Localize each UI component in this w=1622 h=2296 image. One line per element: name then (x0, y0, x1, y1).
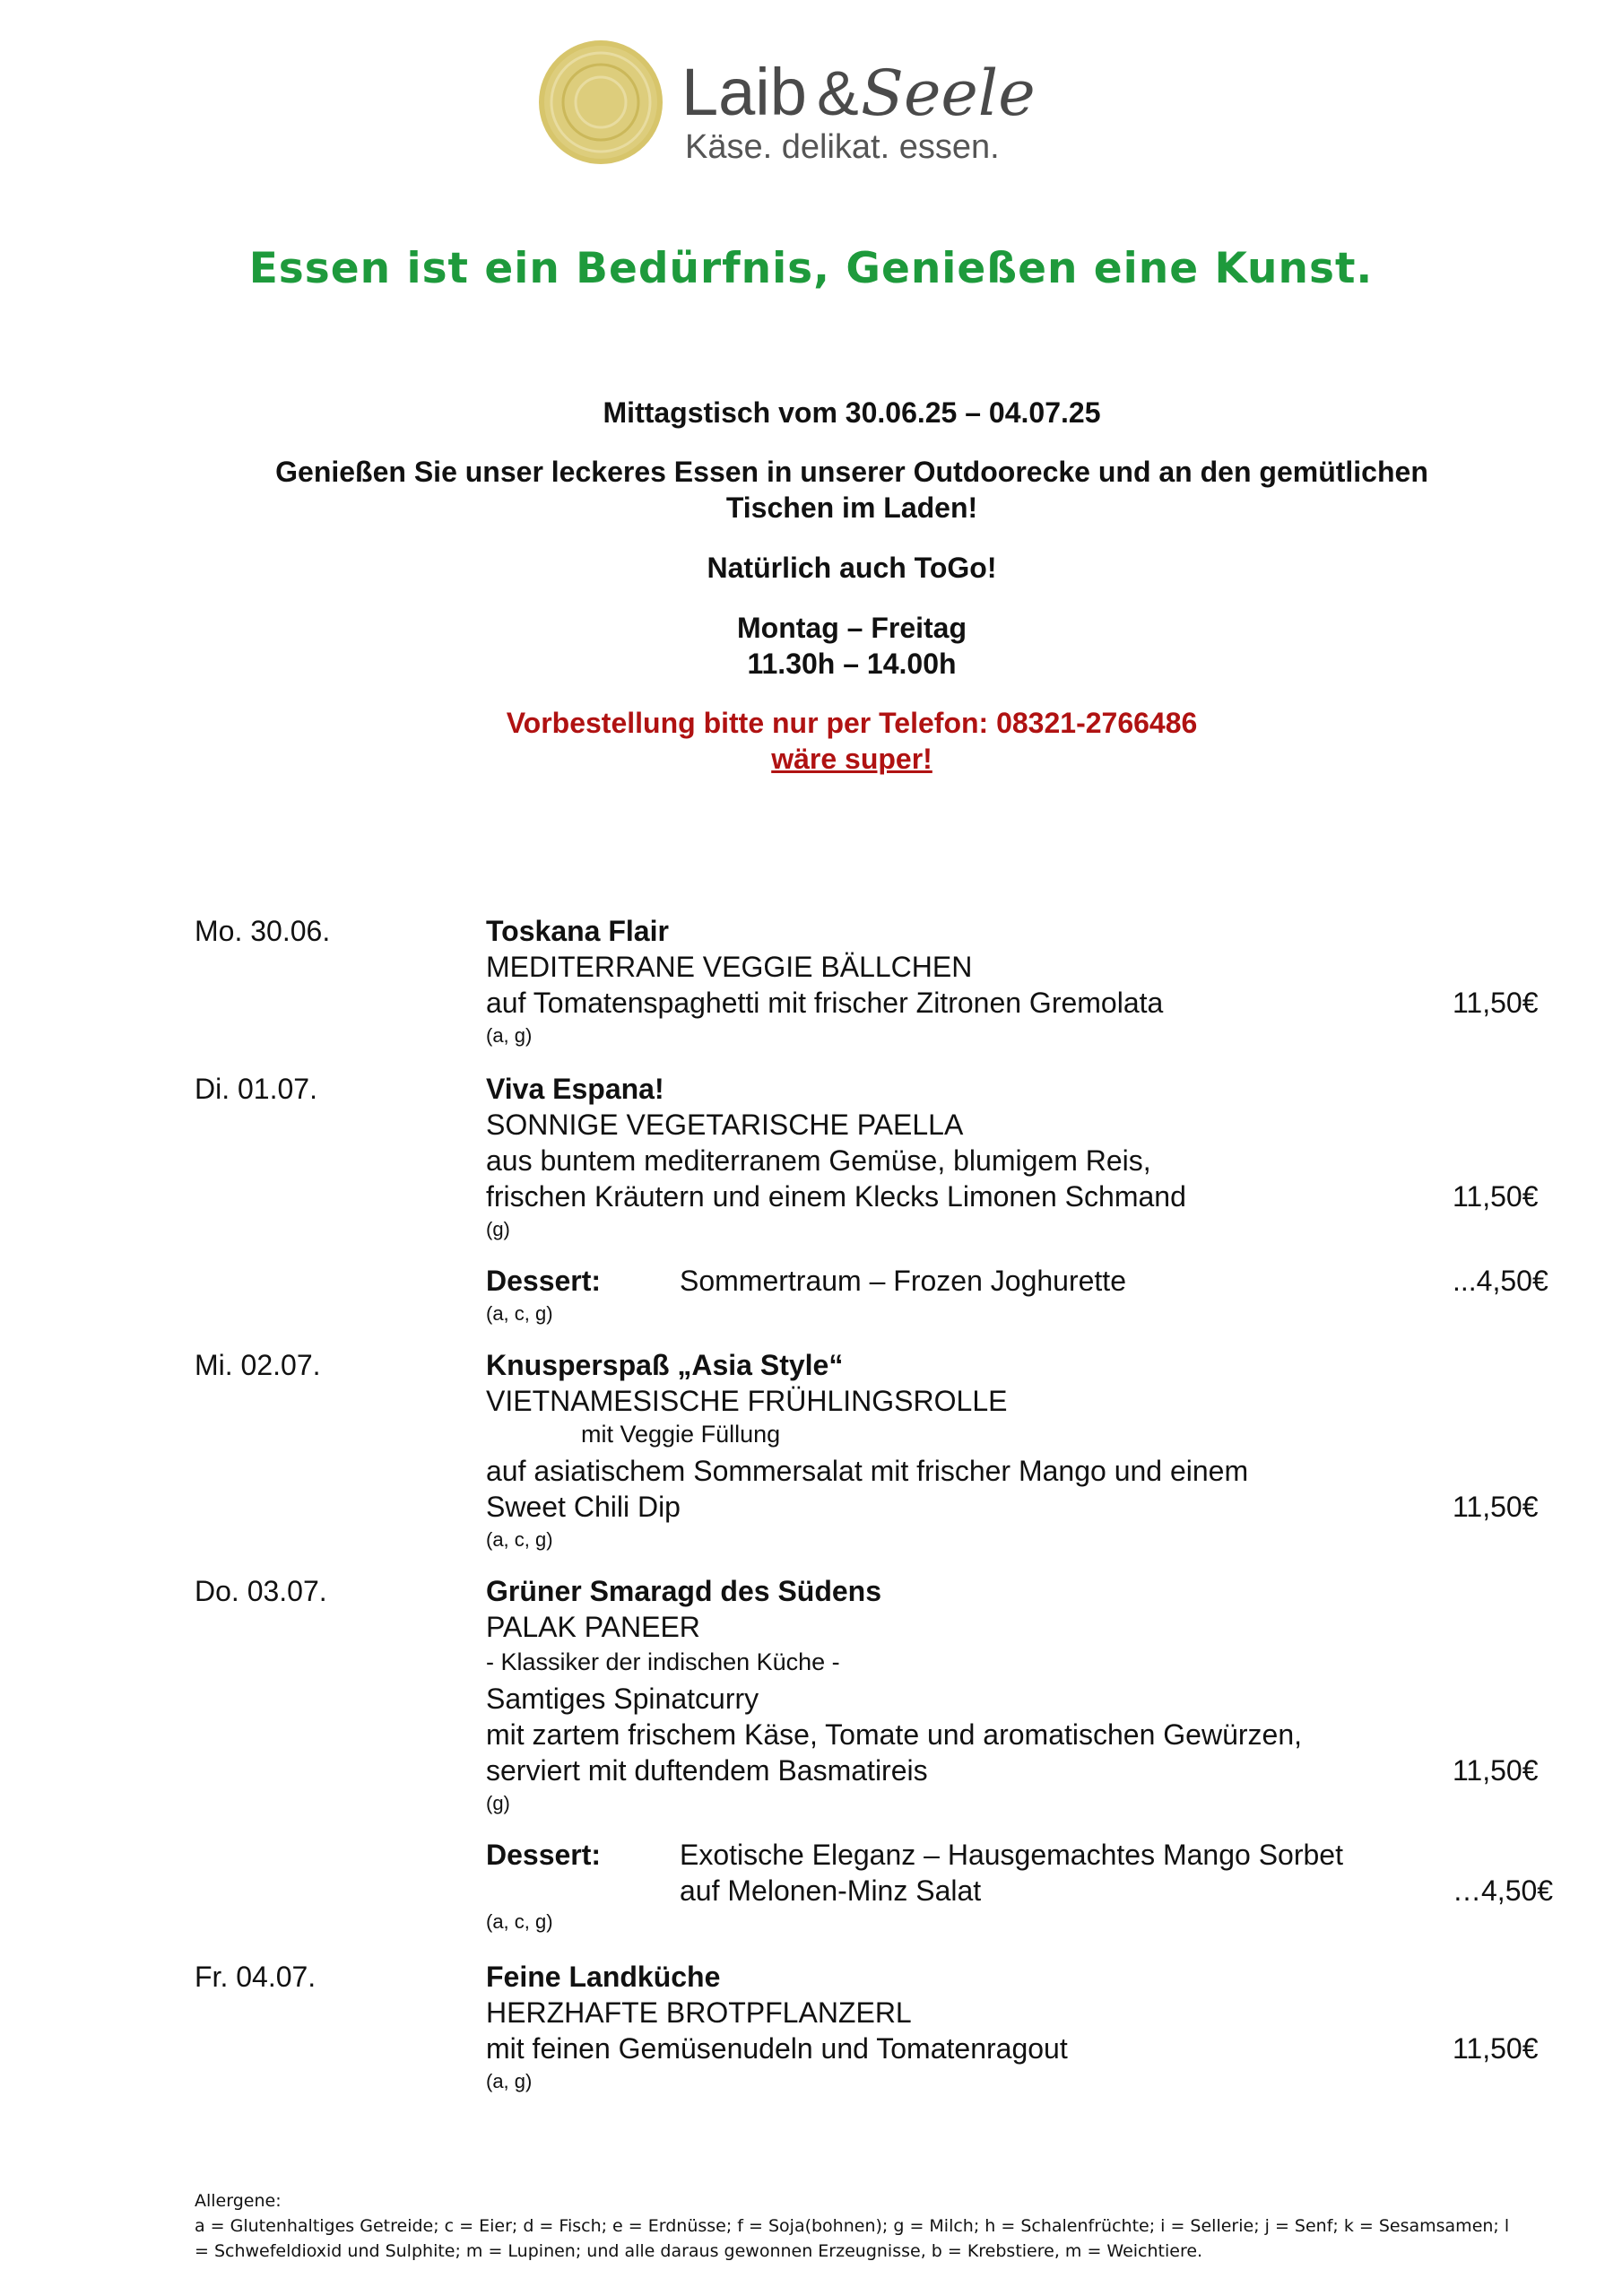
price-tuesday: 11,50€ (1453, 1180, 1539, 1213)
dessert-price-thursday: …4,50€ (1453, 1874, 1554, 1907)
dish-desc-friday: mit feinen Gemüsenudeln und Tomatenragout (486, 2032, 1068, 2065)
allergen-line-2: = Schwefeldioxid und Sulphite; m = Lupinen; und alle daraus gewonnen Erzeugnisse, b = Krebstiere, m = Weichtiere. (195, 2241, 1203, 2261)
dish-title-tuesday: Viva Espana! (486, 1073, 664, 1105)
motto: Essen ist ein Bedürfnis, Genießen eine Kunst. (248, 244, 1374, 293)
dish-name-thursday: PALAK PANEER (486, 1611, 700, 1643)
allergen-heading: Allergene: (195, 2191, 282, 2211)
day-tuesday: Di. 01.07. (195, 1073, 317, 1105)
dish-name-wednesday: VIETNAMESISCHE FRÜHLINGSROLLE (486, 1385, 1008, 1417)
dessert1-thursday: Exotische Eleganz – Hausgemachtes Mango Sorbet (680, 1839, 1343, 1871)
opening-hours: 11.30h – 14.00h (747, 648, 957, 680)
day-thursday: Do. 03.07. (195, 1575, 327, 1607)
dessert-allergens-thursday: (a, c, g) (486, 1910, 553, 1933)
dish-desc2-wednesday: Sweet Chili Dip (486, 1491, 681, 1523)
dish-desc1-thursday: Samtiges Spinatcurry (486, 1683, 759, 1715)
dish-sub-wednesday: mit Veggie Füllung (581, 1421, 781, 1448)
allergens-friday: (a, g) (486, 2070, 533, 2092)
dessert-price-tuesday: ...4,50€ (1453, 1265, 1548, 1297)
logo-name-seele: Seele (861, 57, 1036, 130)
dessert-label-thursday: Dessert: (486, 1839, 602, 1871)
day-wednesday: Mi. 02.07. (195, 1349, 321, 1381)
preorder-note: wäre super! (771, 743, 932, 775)
dish-desc1-tuesday: aus buntem mediterranem Gemüse, blumigem Reis, (486, 1144, 1151, 1177)
allergen-line-1: a = Glutenhaltiges Getreide; c = Eier; d = Fisch; e = Erdnüsse; f = Soja(bohnen); g = Milch; h = Schalenfrüchte; i = Sellerie; j = Senf; k = Sesamsamen; l (195, 2216, 1510, 2236)
price-thursday: 11,50€ (1453, 1754, 1539, 1787)
dish-title-friday: Feine Landküche (486, 1961, 721, 1993)
dish-title-thursday: Grüner Smaragd des Südens (486, 1575, 882, 1607)
dish-name-monday: MEDITERRANE VEGGIE BÄLLCHEN (486, 951, 973, 983)
logo-ampersand: & (817, 58, 859, 128)
lunch-period-title: Mittagstisch vom 30.06.25 – 04.07.25 (603, 396, 1101, 429)
logo (527, 27, 1103, 178)
price-wednesday: 11,50€ (1453, 1491, 1539, 1523)
dish-desc2-tuesday: frischen Kräutern und einem Klecks Limonen Schmand (486, 1180, 1186, 1213)
logo-tagline: Käse. delikat. essen. (685, 128, 1000, 166)
dessert-allergens-tuesday: (a, c, g) (486, 1302, 553, 1325)
allergens-tuesday: (g) (486, 1218, 510, 1240)
price-friday: 11,50€ (1453, 2032, 1539, 2065)
preorder-phone: Vorbestellung bitte nur per Telefon: 08321-2766486 (506, 707, 1198, 739)
dish-desc1-wednesday: auf asiatischem Sommersalat mit frischer Mango und einem (486, 1455, 1249, 1487)
logo-graphic (527, 27, 1103, 178)
dish-title-wednesday: Knusperspaß „Asia Style“ (486, 1349, 844, 1381)
day-friday: Fr. 04.07. (195, 1961, 317, 1993)
dish-title-monday: Toskana Flair (486, 915, 669, 947)
logo-circle-icon (540, 41, 662, 163)
allergens-wednesday: (a, c, g) (486, 1528, 553, 1551)
dish-name-friday: HERZHAFTE BROTPFLANZERL (486, 1996, 912, 2029)
allergen-legend (195, 2188, 1522, 2264)
price-monday: 11,50€ (1453, 987, 1539, 1019)
dessert-tuesday: Sommertraum – Frozen Joghurette (680, 1265, 1126, 1297)
dish-desc2-thursday: mit zartem frischem Käse, Tomate und aromatischen Gewürzen, (486, 1718, 1302, 1751)
allergens-thursday: (g) (486, 1792, 510, 1814)
intro-line-1: Genießen Sie unser leckeres Essen in unserer Outdoorecke und an den gemütlichen (275, 456, 1428, 488)
day-monday: Mo. 30.06. (195, 915, 331, 947)
togo-note: Natürlich auch ToGo! (707, 552, 997, 584)
dish-sub-thursday: - Klassiker der indischen Küche - (486, 1648, 840, 1675)
dish-desc3-thursday: serviert mit duftendem Basmatireis (486, 1754, 928, 1787)
dish-name-tuesday: SONNIGE VEGETARISCHE PAELLA (486, 1109, 964, 1141)
allergens-monday: (a, g) (486, 1024, 533, 1047)
dish-desc-monday: auf Tomatenspaghetti mit frischer Zitronen Gremolata (486, 987, 1164, 1019)
dessert2-thursday: auf Melonen-Minz Salat (680, 1874, 982, 1907)
intro-line-2: Tischen im Laden! (725, 491, 978, 524)
opening-days: Montag – Freitag (736, 612, 967, 644)
logo-name-laib: Laib (681, 55, 807, 129)
dessert-label-tuesday: Dessert: (486, 1265, 602, 1297)
